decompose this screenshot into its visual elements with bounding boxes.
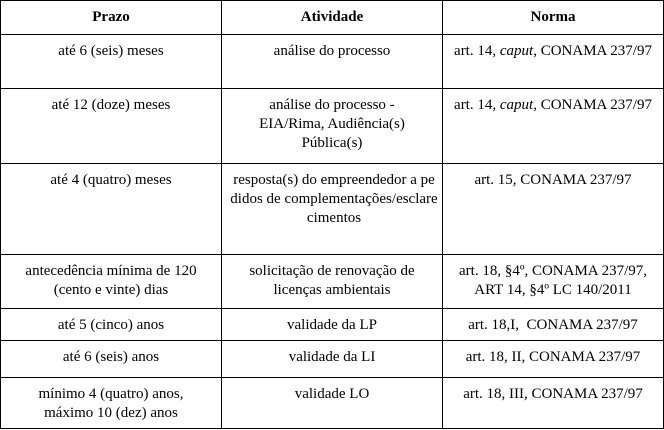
cell-atividade bbox=[222, 309, 443, 341]
prazo-text: até 5 (cinco) anos bbox=[57, 317, 165, 333]
table-row bbox=[1, 309, 664, 341]
atividade-text: análise do processo bbox=[273, 43, 391, 59]
atividade-text: validade da LP bbox=[287, 317, 377, 333]
cell-norma bbox=[443, 378, 664, 429]
norma-text: art. 15, CONAMA 237/97 bbox=[474, 172, 632, 188]
norma-suffix: , CONAMA 237/97 bbox=[533, 43, 652, 59]
cell-atividade bbox=[222, 378, 443, 429]
cell-norma bbox=[443, 341, 664, 378]
table-row bbox=[1, 164, 664, 255]
cell-norma bbox=[443, 35, 664, 89]
atividade-text: análise do processo - EIA/Rima, Audiência(s) Pública(s) bbox=[259, 97, 405, 151]
cell-atividade bbox=[222, 89, 443, 164]
atividade-text: solicitação de renovação de licenças ambientais bbox=[249, 263, 415, 298]
norma-italic: caput bbox=[499, 43, 534, 59]
norma-text bbox=[443, 255, 663, 300]
prazo-text: até 6 (seis) meses bbox=[58, 43, 164, 59]
cell-prazo bbox=[1, 89, 222, 164]
norma-text: art. 18,I, CONAMA 237/97 bbox=[468, 317, 638, 333]
cell-atividade bbox=[222, 341, 443, 378]
norma-suffix: , CONAMA 237/97 bbox=[533, 97, 652, 113]
norma-text: art. 18, III, CONAMA 237/97 bbox=[463, 386, 643, 402]
header-norma: Norma bbox=[443, 1, 664, 35]
norma-italic: caput bbox=[499, 97, 534, 113]
atividade-text: validade LO bbox=[294, 386, 370, 402]
table-row bbox=[1, 255, 664, 309]
table-header-row bbox=[1, 1, 664, 35]
cell-norma bbox=[443, 164, 664, 255]
cell-norma bbox=[443, 89, 664, 164]
cell-prazo bbox=[1, 35, 222, 89]
prazo-text: até 12 (doze) meses bbox=[51, 97, 171, 113]
cell-atividade bbox=[222, 35, 443, 89]
cell-atividade bbox=[222, 255, 443, 309]
prazo-text: até 4 (quatro) meses bbox=[50, 172, 172, 188]
cell-prazo bbox=[1, 164, 222, 255]
header-prazo: Prazo bbox=[1, 1, 222, 35]
norma-line-1: art. 18, §4º, CONAMA 237/97, bbox=[459, 263, 647, 279]
table-row bbox=[1, 341, 664, 378]
norma-line-2: ART 14, §4º LC 140/2011 bbox=[474, 282, 632, 298]
norma-text: art. 18, II, CONAMA 237/97 bbox=[465, 349, 641, 365]
header-atividade: Atividade bbox=[222, 1, 443, 35]
atividade-text: validade da LI bbox=[288, 349, 376, 365]
atividade-text: resposta(s) do empreendedor a pedidos de complementações/esclarecimentos bbox=[230, 172, 438, 226]
cell-norma bbox=[443, 309, 664, 341]
cell-prazo bbox=[1, 309, 222, 341]
prazo-text: antecedência mínima de 120 (cento e vinte) dias bbox=[25, 263, 197, 298]
table-row bbox=[1, 89, 664, 164]
cell-prazo bbox=[1, 341, 222, 378]
cell-norma bbox=[443, 255, 664, 309]
cell-atividade bbox=[222, 164, 443, 255]
cell-prazo bbox=[1, 255, 222, 309]
table-row bbox=[1, 35, 664, 89]
norma-prefix: art. 14, bbox=[454, 43, 500, 59]
prazo-text: até 6 (seis) anos bbox=[62, 349, 160, 365]
table-row bbox=[1, 378, 664, 429]
norma-text bbox=[443, 35, 663, 61]
norma-prefix: art. 14, bbox=[454, 97, 500, 113]
cell-prazo bbox=[1, 378, 222, 429]
norma-text bbox=[443, 89, 663, 115]
prazo-text: mínimo 4 (quatro) anos, máximo 10 (dez) anos bbox=[38, 386, 184, 421]
